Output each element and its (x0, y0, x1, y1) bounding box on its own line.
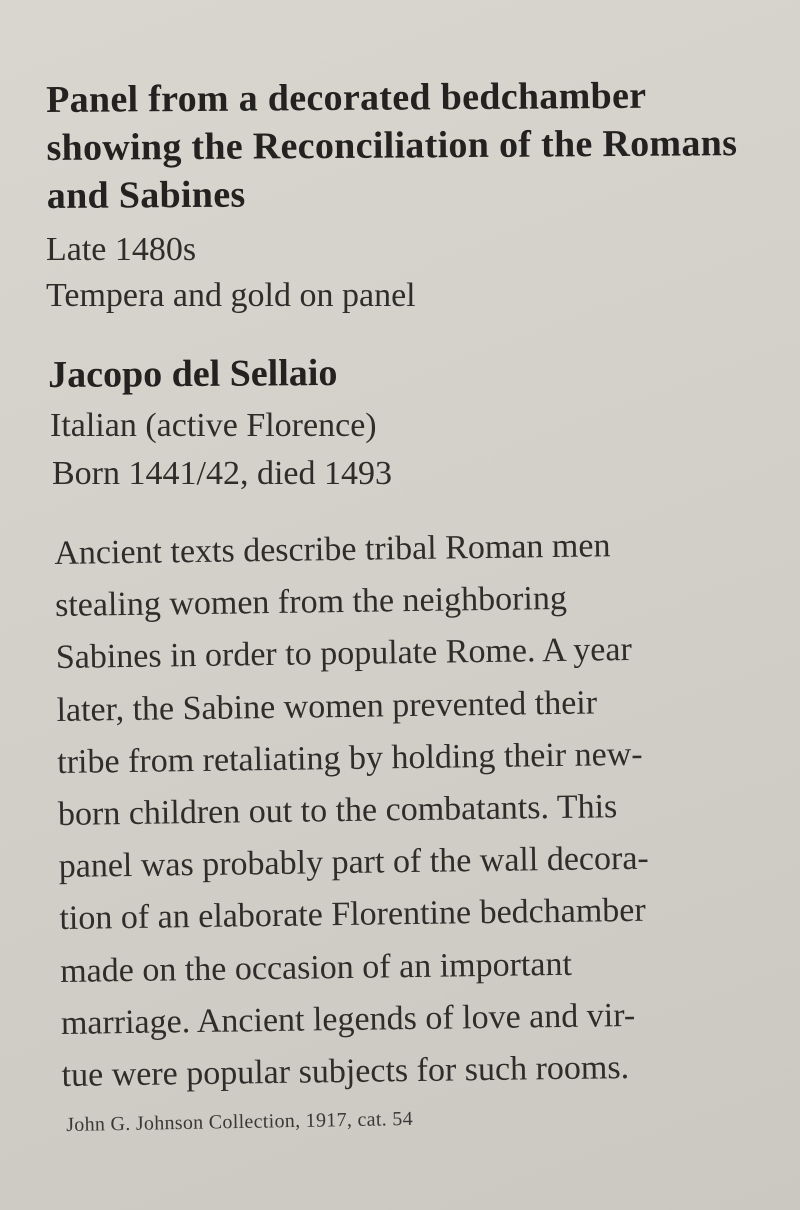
description-line: tribe from retaliating by holding their new- (57, 735, 643, 781)
description-line: stealing women from the neighboring (54, 580, 568, 625)
description-line: Ancient texts describe tribal Roman men (54, 527, 611, 572)
description-line: panel was probably part of the wall decora- (58, 839, 649, 886)
artwork-description (54, 518, 762, 1102)
description-line: made on the occasion of an important (59, 945, 573, 990)
credit-line: John G. Johnson Collection, 1917, cat. 54 (66, 1107, 414, 1136)
artwork-medium: Tempera and gold on panel (46, 277, 416, 314)
artist-name: Jacopo del Sellaio (48, 351, 338, 396)
description-line: tue were popular subjects for such rooms. (61, 1049, 630, 1094)
description-line: tion of an elaborate Florentine bedchamber (59, 892, 646, 938)
description-line: Sabines in order to populate Rome. A year (55, 631, 633, 677)
artist-lifespan: Born 1441/42, died 1493 (52, 455, 392, 492)
artwork-date: Late 1480s (46, 231, 197, 268)
description-line: born children out to the combatants. This (57, 788, 618, 833)
artist-nationality: Italian (active Florence) (50, 407, 377, 444)
description-line: later, the Sabine women prevented their (56, 684, 598, 729)
artwork-title: Panel from a decorated bedchamber showing the Reconciliation of the Romans and Sabines (46, 74, 738, 217)
description-line: marriage. Ancient legends of love and vir- (60, 996, 636, 1042)
